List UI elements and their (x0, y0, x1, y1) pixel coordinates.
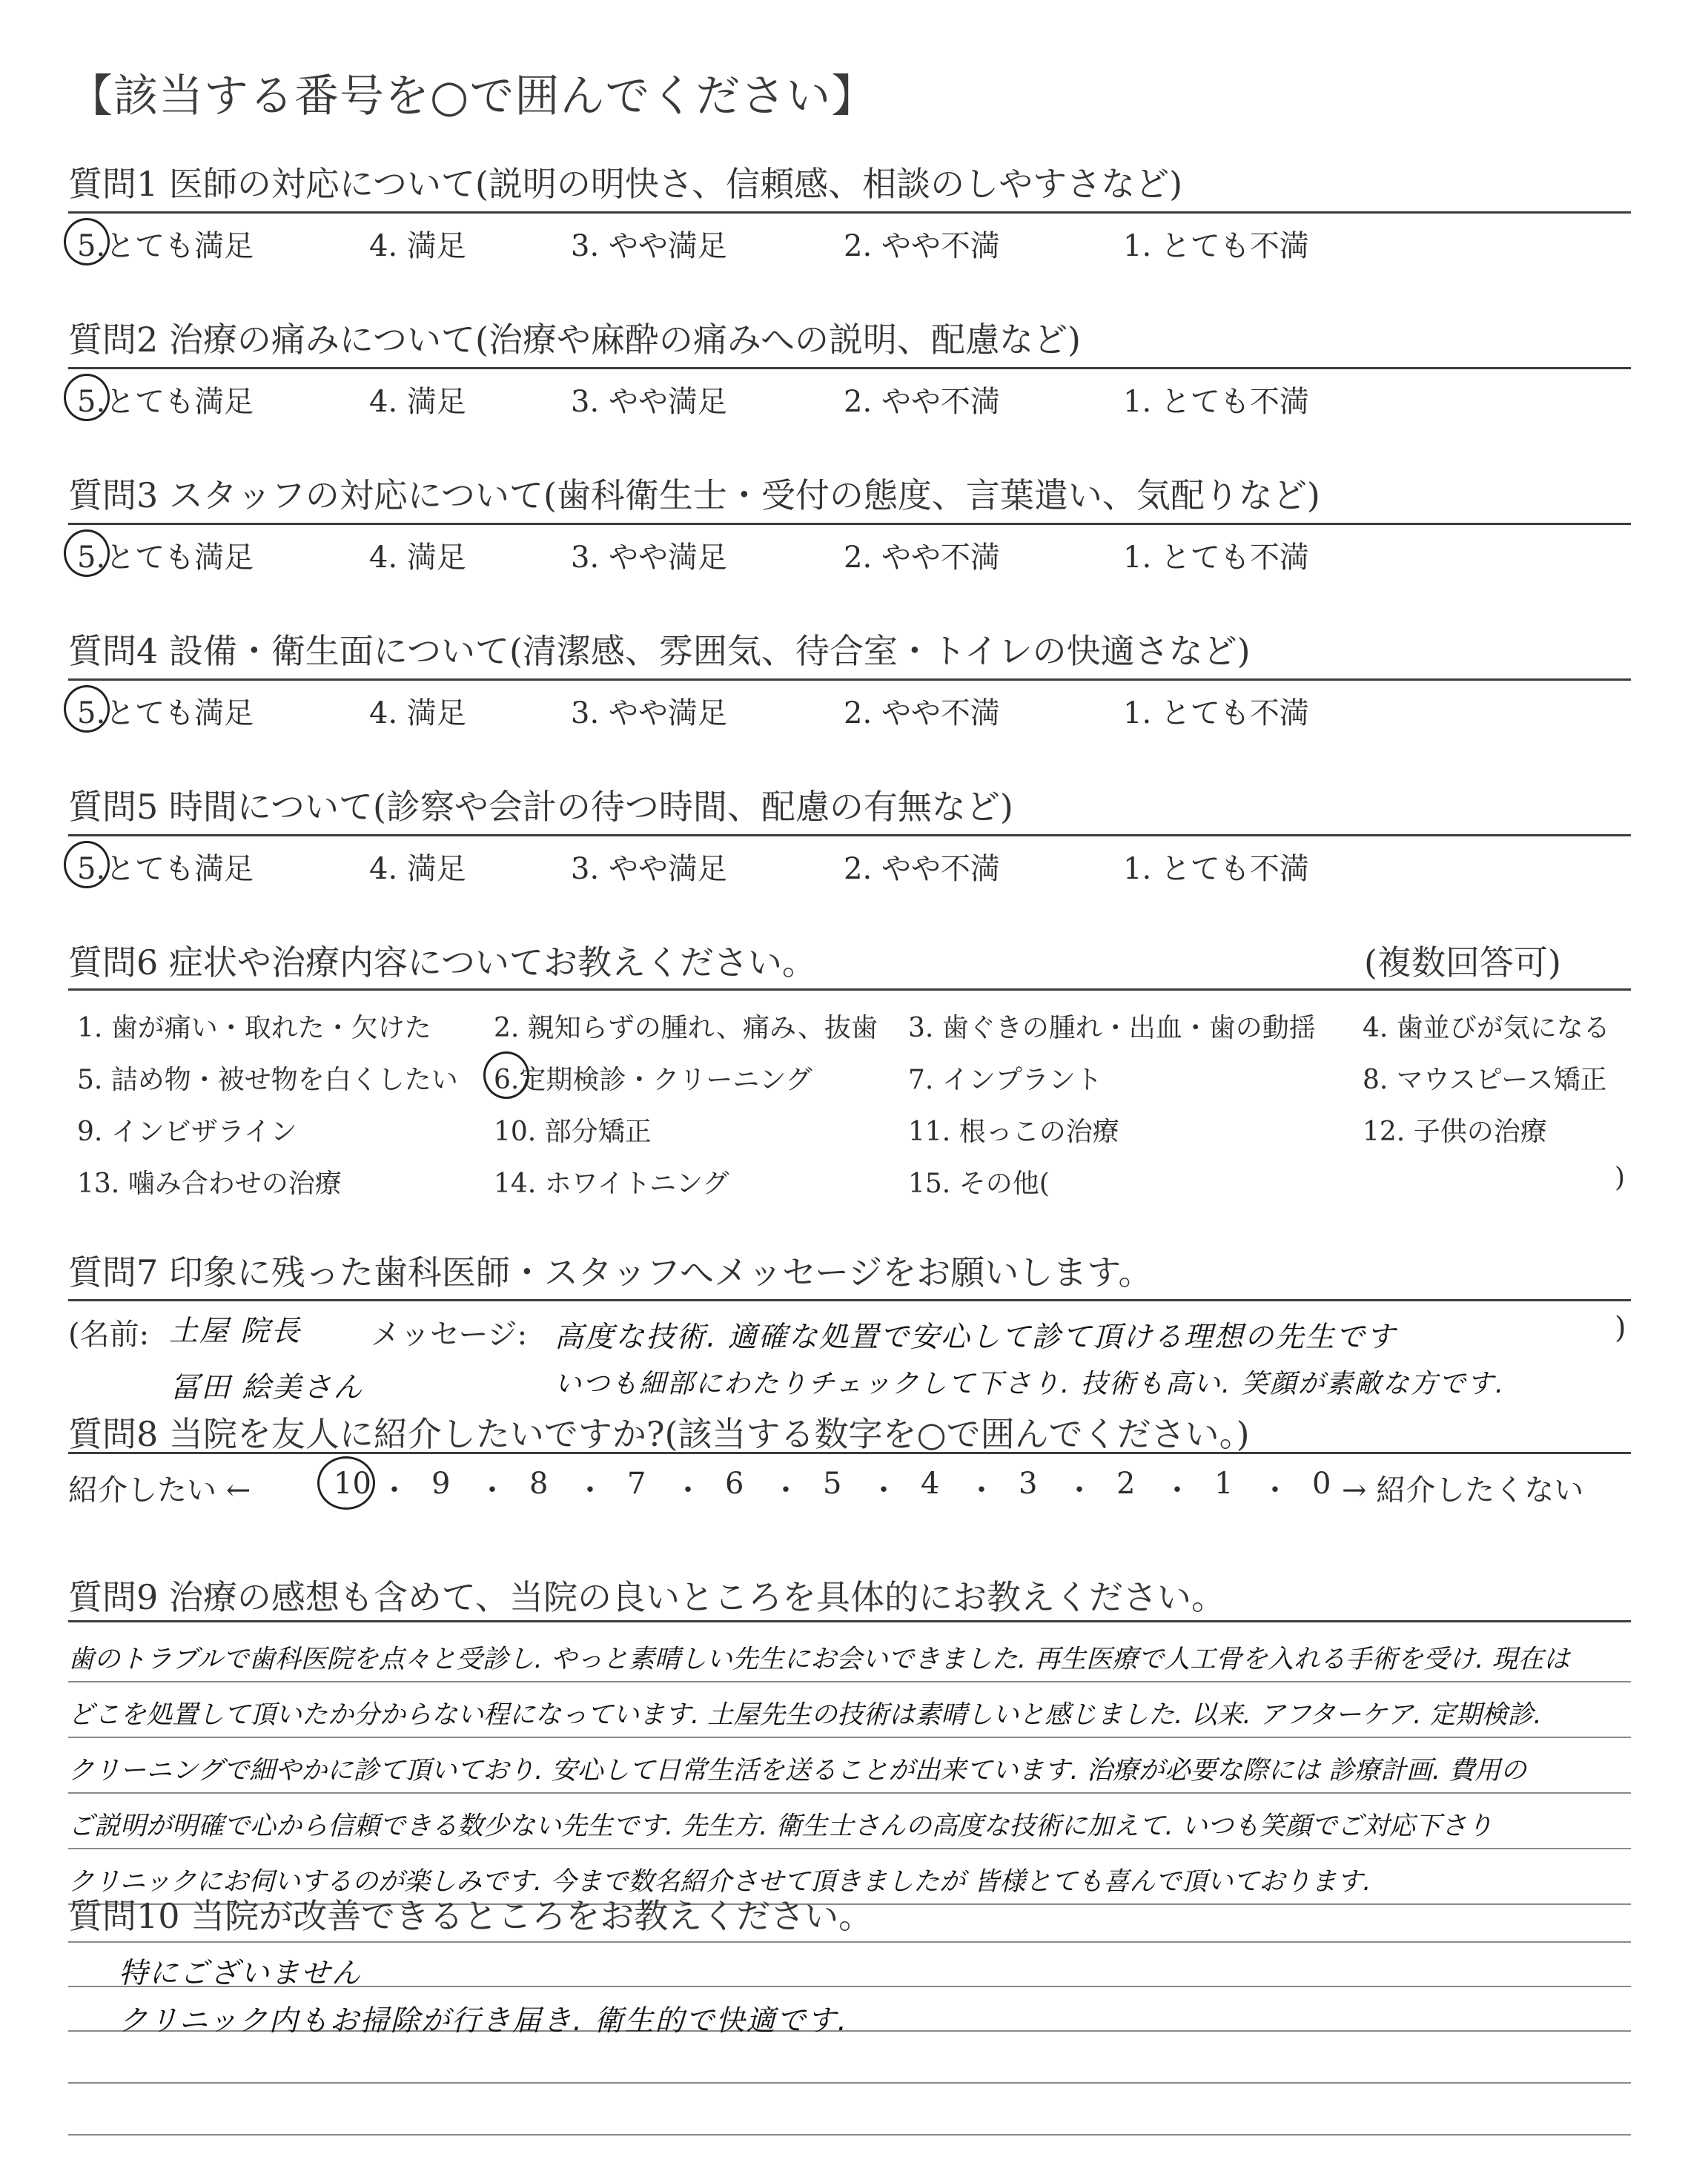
writing-line (68, 2134, 1631, 2136)
divider (68, 211, 1631, 214)
option-2[interactable]: 2. やや不満 (844, 541, 1000, 575)
scale-value-4[interactable]: 4 (921, 1467, 940, 1501)
selection-circle (64, 529, 110, 577)
q6-option[interactable]: 11. 根っこの治療 (908, 1117, 1119, 1147)
question-label: 質問2 治療の痛みについて(治療や麻酔の痛みへの説明、配慮など) (68, 320, 1081, 360)
selection-circle (64, 685, 110, 733)
question-label: 質問4 設備・衛生面について(清潔感、雰囲気、待合室・トイレの快適さなど) (68, 631, 1251, 671)
message-label: メッセージ: (371, 1318, 528, 1352)
close-paren: ) (1615, 1311, 1626, 1345)
writing-line (68, 1941, 1631, 1943)
name-label: (名前: (68, 1318, 150, 1352)
writing-line (68, 1681, 1631, 1682)
writing-line (68, 1792, 1631, 1794)
selection-circle (317, 1456, 375, 1510)
scale-value-5[interactable]: 5 (823, 1467, 842, 1501)
handwritten-name-1: 土屋 院長 (169, 1315, 302, 1348)
divider (68, 1452, 1631, 1454)
handwritten-answer-line: クリーニングで細やかに診て頂いており. 安心して日常生活を送ることが出来ています. 治療が必要な際には 診療計画. 費用の (68, 1756, 1527, 1786)
q6-option[interactable]: 9. インビザライン (77, 1117, 297, 1147)
q6-option[interactable]: 14. ホワイトニング (494, 1169, 729, 1199)
option-4[interactable]: 4. 満足 (369, 385, 466, 419)
q6-option[interactable]: 10. 部分矯正 (494, 1117, 652, 1147)
q6-option[interactable]: 7. インプラント (908, 1065, 1102, 1095)
question-label: 質問5 時間について(診察や会計の待つ時間、配慮の有無など) (68, 787, 1013, 827)
question-label: 質問7 印象に残った歯科医師・スタッフへメッセージをお願いします。 (68, 1252, 1153, 1292)
scale-value-9[interactable]: 9 (431, 1467, 451, 1501)
question-label: 質問9 治療の感想も含めて、当院の良いところを具体的にお教えください。 (68, 1577, 1225, 1617)
scale-value-0[interactable]: 0 (1312, 1467, 1331, 1501)
handwritten-message-2: いつも細部にわたりチェックして下さり. 技術も高い. 笑顔が素敵な方です. (555, 1369, 1506, 1399)
option-2[interactable]: 2. やや不満 (844, 385, 1000, 419)
multiple-answers-note: (複数回答可) (1364, 942, 1561, 982)
scale-separator: ・ (1260, 1473, 1290, 1507)
scale-separator: ・ (869, 1473, 898, 1507)
option-1[interactable]: 1. とても不満 (1123, 385, 1309, 419)
option-5[interactable]: 5.とても満足 (77, 385, 254, 419)
option-1[interactable]: 1. とても不満 (1123, 852, 1309, 886)
scale-value-3[interactable]: 3 (1019, 1467, 1038, 1501)
scale-separator: ・ (771, 1473, 801, 1507)
q6-option[interactable]: 3. 歯ぐきの腫れ・出血・歯の動揺 (908, 1013, 1316, 1043)
q6-option-other[interactable]: 15. その他( (908, 1169, 1050, 1199)
divider (68, 523, 1631, 525)
scale-separator: ・ (967, 1473, 996, 1507)
option-4[interactable]: 4. 満足 (369, 229, 466, 263)
writing-line (68, 1848, 1631, 1849)
option-3[interactable]: 3. やや満足 (571, 385, 727, 419)
handwritten-answer-line: クリニック内もお掃除が行き届き. 衛生的で快適です. (119, 2004, 848, 2038)
q6-option[interactable]: 8. マウスピース矯正 (1363, 1065, 1607, 1095)
recommend-left-label: 紹介したい ← (68, 1473, 251, 1507)
option-3[interactable]: 3. やや満足 (571, 541, 727, 575)
q6-option[interactable]: 13. 噛み合わせの治療 (77, 1169, 342, 1199)
q6-other-close: ) (1615, 1163, 1626, 1193)
scale-separator: ・ (380, 1473, 409, 1507)
option-5[interactable]: 5.とても満足 (77, 852, 254, 886)
scale-value-1[interactable]: 1 (1214, 1467, 1234, 1501)
scale-separator: ・ (1162, 1473, 1192, 1507)
divider (68, 367, 1631, 369)
q6-option[interactable]: 4. 歯並びが気になる (1363, 1013, 1610, 1043)
question-label: 質問8 当院を友人に紹介したいですか?(該当する数字を○で囲んでください。) (68, 1414, 1250, 1454)
divider (68, 1299, 1631, 1301)
form-title: 【該当する番号を○で囲んでください】 (68, 70, 877, 122)
handwritten-answer-line: 特にございません (119, 1957, 363, 1990)
option-4[interactable]: 4. 満足 (369, 696, 466, 730)
option-5[interactable]: 5.とても満足 (77, 696, 254, 730)
scale-value-2[interactable]: 2 (1116, 1467, 1136, 1501)
scale-value-7[interactable]: 7 (627, 1467, 646, 1501)
option-2[interactable]: 2. やや不満 (844, 229, 1000, 263)
scale-separator: ・ (673, 1473, 703, 1507)
option-4[interactable]: 4. 満足 (369, 852, 466, 886)
q6-option[interactable]: 5. 詰め物・被せ物を白くしたい (77, 1065, 458, 1095)
handwritten-answer-line: 歯のトラブルで歯科医院を点々と受診し. やっと素晴しい先生にお会いできました. 再生医療で人工骨を入れる手術を受け. 現在は (68, 1645, 1570, 1674)
handwritten-name-2: 冨田 絵美さん (171, 1371, 364, 1404)
divider (68, 678, 1631, 681)
option-3[interactable]: 3. やや満足 (571, 696, 727, 730)
selection-circle (64, 374, 110, 421)
writing-line (68, 2082, 1631, 2084)
divider (68, 988, 1631, 991)
question-label: 質問3 スタッフの対応について(歯科衛生士・受付の態度、言葉遣い、気配りなど) (68, 475, 1320, 515)
option-2[interactable]: 2. やや不満 (844, 696, 1000, 730)
divider (68, 1620, 1631, 1622)
recommend-right-label: → 紹介したくない (1342, 1473, 1584, 1507)
scale-separator: ・ (1065, 1473, 1094, 1507)
selection-circle (64, 218, 110, 265)
scale-value-6[interactable]: 6 (725, 1467, 744, 1501)
option-3[interactable]: 3. やや満足 (571, 852, 727, 886)
question-label: 質問10 当院が改善できるところをお教えください。 (68, 1896, 873, 1936)
option-2[interactable]: 2. やや不満 (844, 852, 1000, 886)
q6-option[interactable]: 12. 子供の治療 (1363, 1117, 1547, 1147)
scale-value-8[interactable]: 8 (529, 1467, 549, 1501)
option-5[interactable]: 5.とても満足 (77, 229, 254, 263)
option-1[interactable]: 1. とても不満 (1123, 696, 1309, 730)
option-5[interactable]: 5.とても満足 (77, 541, 254, 575)
handwritten-answer-line: クリニックにお伺いするのが楽しみです. 今まで数名紹介させて頂きましたが 皆様とても喜んで頂いております. (68, 1867, 1371, 1897)
scale-separator: ・ (575, 1473, 605, 1507)
scale-separator: ・ (477, 1473, 507, 1507)
question-label: 質問1 医師の対応について(説明の明快さ、信頼感、相談のしやすさなど) (68, 164, 1183, 204)
divider (68, 834, 1631, 836)
writing-line (68, 1737, 1631, 1738)
question-label: 質問6 症状や治療内容についてお教えください。 (68, 942, 816, 982)
option-3[interactable]: 3. やや満足 (571, 229, 727, 263)
selection-circle (64, 841, 110, 888)
selection-circle (483, 1051, 529, 1099)
q6-option[interactable]: 6.定期検診・クリーニング (494, 1065, 812, 1095)
scale-value-10[interactable]: 10 (334, 1467, 371, 1501)
option-4[interactable]: 4. 満足 (369, 541, 466, 575)
option-1[interactable]: 1. とても不満 (1123, 229, 1309, 263)
handwritten-answer-line: ご説明が明確で心から信頼できる数少ない先生です. 先生方. 衛生士さんの高度な技術に加えて. いつも笑顔でご対応下さり (68, 1811, 1493, 1841)
handwritten-answer-line: どこを処置して頂いたか分からない程になっています. 土屋先生の技術は素晴しいと感じました. 以来. アフターケア. 定期検診. (68, 1700, 1542, 1730)
handwritten-message-1: 高度な技術. 適確な処置で安心して診て頂ける理想の先生です (555, 1321, 1397, 1354)
q6-option[interactable]: 1. 歯が痛い・取れた・欠けた (77, 1013, 431, 1043)
q6-option[interactable]: 2. 親知らずの腫れ、痛み、抜歯 (494, 1013, 878, 1043)
option-1[interactable]: 1. とても不満 (1123, 541, 1309, 575)
